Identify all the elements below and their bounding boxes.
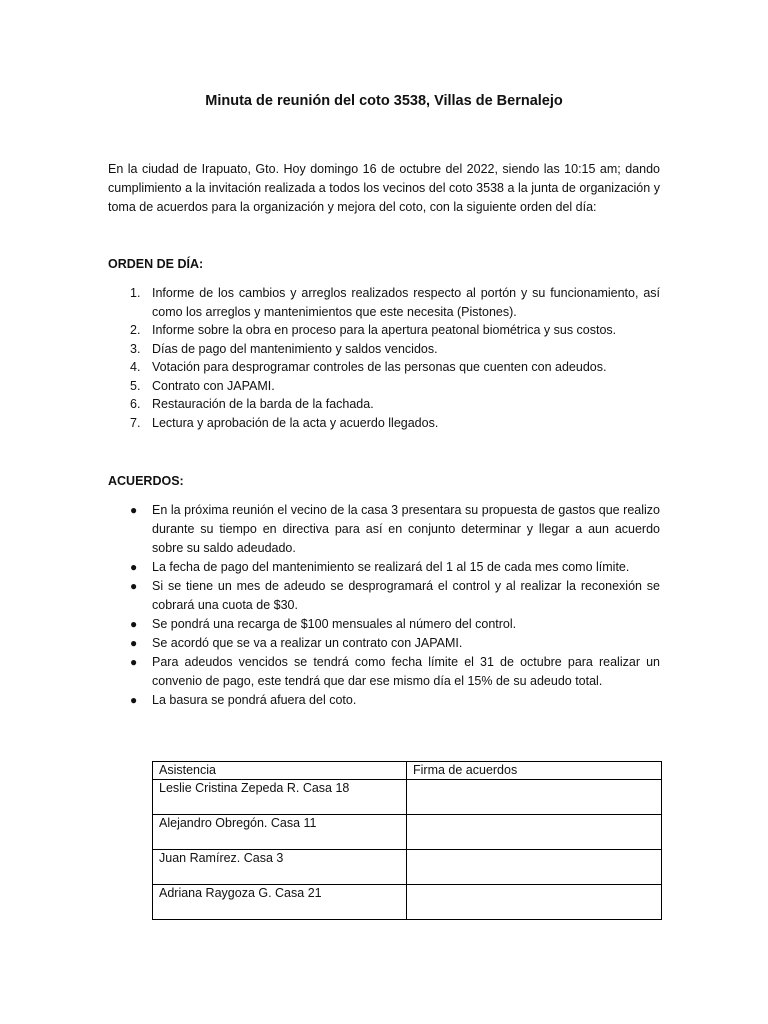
orden-item-number: 7. [130,415,141,430]
orden-item [108,284,660,321]
bullet-icon: ● [130,693,138,707]
intro-paragraph: En la ciudad de Irapuato, Gto. Hoy domingo 16 de octubre del 2022, siendo las 10:15 am; dando cumplimiento a la invitación realizada a todos los vecinos del coto 3538 a la junta de organización y toma de acuerdos para la organización y mejora del coto, con la siguiente orden del día: [108,162,660,214]
orden-item [108,358,660,377]
orden-item-number: 3. [130,341,141,356]
acuerdo-item-text: La basura se pondrá afuera del coto. [152,693,357,707]
table-row [153,815,662,850]
column-header-firma: Firma de acuerdos [407,762,662,780]
bullet-icon: ● [130,636,138,650]
table-row [153,885,662,920]
orden-item-text: Lectura y aprobación de la acta y acuerdo llegados. [152,415,439,430]
acuerdo-item [108,558,660,577]
orden-item-text: Contrato con JAPAMI. [152,378,275,393]
orden-item [108,377,660,396]
orden-item-number: 1. [130,286,141,300]
table-row [153,850,662,885]
bullet-icon: ● [130,579,138,593]
acuerdo-item [108,615,660,634]
column-header-asistencia: Asistencia [153,762,407,780]
signature-cell [407,815,662,850]
table-row [153,780,662,815]
signature-cell [407,885,662,920]
orden-heading: ORDEN DE DÍA: [108,257,204,271]
bullet-icon: ● [130,503,138,517]
orden-item-text: Días de pago del mantenimiento y saldos vencidos. [152,341,438,356]
acuerdo-item [108,691,660,710]
document-title: Minuta de reunión del coto 3538, Villas de Bernalejo [205,93,563,109]
table-header-row [153,762,662,780]
orden-item [108,340,660,359]
acuerdo-item-text: La fecha de pago del mantenimiento se realizará del 1 al 15 de cada mes como límite. [152,560,630,574]
bullet-icon: ● [130,617,138,631]
orden-item [108,414,660,433]
signature-cell [407,780,662,815]
orden-item-number: 6. [130,397,141,411]
acuerdo-item-text: Si se tiene un mes de adeudo se desprogramará el control y al realizar la reconexión se cobrará una cuota de $30. [152,579,660,612]
acuerdo-item [108,577,660,615]
orden-item-number: 5. [130,378,141,393]
bullet-icon: ● [130,655,138,669]
orden-list [108,284,660,432]
acuerdo-item-text: Para adeudos vencidos se tendrá como fecha límite el 31 de octubre para realizar un convenio de pago, este tendrá que dar ese mismo día el 15% de su adeudo total. [152,655,660,688]
acuerdo-item-text: Se acordó que se va a realizar un contrato con JAPAMI. [152,636,463,650]
orden-item [108,395,660,414]
acuerdo-item-text: Se pondrá una recarga de $100 mensuales al número del control. [152,617,517,631]
orden-item-text: Informe sobre la obra en proceso para la apertura peatonal biométrica y sus costos. [152,323,617,337]
orden-item [108,321,660,340]
acuerdos-list [108,501,660,710]
orden-item-text: Informe de los cambios y arreglos realizados respecto al portón y su funcionamiento, así como los arreglos y mantenimientos que este necesita (Pistones). [152,286,660,319]
attendee-cell: Juan Ramírez. Casa 3 [153,850,407,885]
acuerdo-item [108,501,660,558]
attendee-cell: Adriana Raygoza G. Casa 21 [153,885,407,920]
signature-cell [407,850,662,885]
bullet-icon: ● [130,560,138,574]
attendee-cell: Leslie Cristina Zepeda R. Casa 18 [153,780,407,815]
acuerdos-heading: ACUERDOS: [108,474,184,488]
orden-item-number: 4. [130,360,141,374]
acuerdo-item [108,653,660,691]
attendee-cell: Alejandro Obregón. Casa 11 [153,815,407,850]
acuerdo-item-text: En la próxima reunión el vecino de la casa 3 presentara su propuesta de gastos que realizo durante su tiempo en directiva para así en conjunto determinar y llegar a aun acuerdo sobre su saldo adeudado. [152,503,660,555]
orden-item-text: Restauración de la barda de la fachada. [152,397,374,411]
orden-item-text: Votación para desprogramar controles de las personas que cuenten con adeudos. [152,360,607,374]
attendance-table [152,761,662,920]
acuerdo-item [108,634,660,653]
orden-item-number: 2. [130,323,141,337]
